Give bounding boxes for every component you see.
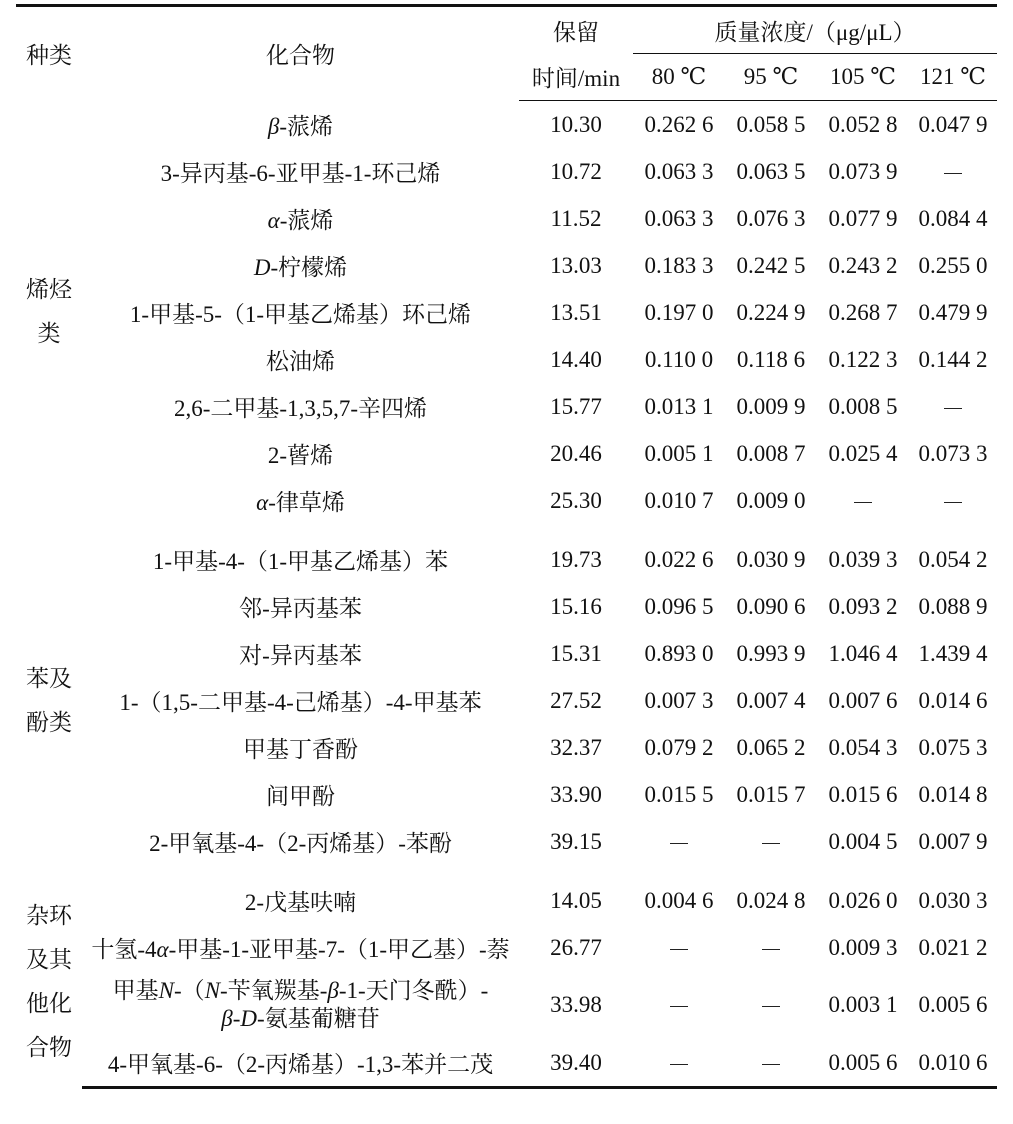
concentration-value: 0.079 2 — [644, 734, 714, 760]
concentration-value: 0.065 2 — [736, 734, 806, 760]
name-part: 甲基 — [112, 978, 159, 1003]
compound-name — [82, 536, 519, 583]
concentration-value: 0.024 8 — [736, 887, 806, 913]
concentration-value: 0.075 3 — [918, 734, 988, 760]
concentration-value: 0.010 7 — [644, 487, 714, 513]
concentration-value: 0.039 3 — [828, 546, 898, 572]
retention-time: 11.52 — [550, 205, 602, 231]
retention-time: 26.77 — [550, 934, 602, 960]
category-line: 类 — [37, 321, 61, 347]
concentration-value: 0.003 1 — [828, 992, 898, 1017]
table-row — [16, 583, 997, 630]
name-part: -甲基-1-亚甲基-7-（1-甲乙基）-萘 — [168, 937, 510, 962]
category-label — [26, 657, 72, 745]
concentration-value: 0.010 6 — [909, 1039, 997, 1088]
name-part: 2-戊基呋喃 — [244, 890, 357, 915]
retention-time: 33.90 — [550, 781, 602, 807]
name-part: 对-异丙基苯 — [239, 643, 362, 668]
concentration-value: 0.077 9 — [828, 205, 898, 231]
concentration-value: 0.084 4 — [918, 205, 988, 231]
name-part: -蒎烯 — [279, 208, 334, 233]
dash-mark — [854, 502, 872, 503]
concentration-value: 0.054 2 — [918, 546, 988, 572]
category-line: 苯及 — [26, 665, 72, 691]
compound-concentration-table — [16, 4, 997, 1089]
header-concentration: 质量浓度/（μg/μL） — [633, 6, 997, 54]
table-row — [16, 289, 997, 336]
concentration-value: 0.015 5 — [644, 781, 714, 807]
compound-name — [82, 430, 519, 477]
dash-mark — [762, 843, 780, 844]
header-compound: 化合物 — [82, 6, 519, 101]
concentration-value: 0.063 3 — [644, 205, 714, 231]
retention-time: 14.40 — [550, 346, 602, 372]
retention-time: 39.15 — [550, 828, 602, 854]
name-part: -苄氧羰基- — [220, 978, 328, 1003]
table-row — [16, 1039, 997, 1088]
concentration-value: 0.015 7 — [736, 781, 806, 807]
concentration-value: 0.022 6 — [644, 546, 714, 572]
retention-time: 10.72 — [550, 158, 602, 184]
compound-name — [82, 477, 519, 524]
name-part: 1-（1,5-二甲基-4-己烯基）-4-甲基苯 — [119, 690, 482, 715]
concentration-value: 0.054 3 — [828, 734, 898, 760]
name-part: -（ — [174, 978, 205, 1003]
table-row — [16, 677, 997, 724]
name-part-italic: β-D — [221, 1006, 258, 1031]
concentration-value — [725, 1039, 817, 1088]
concentration-value: 0.063 3 — [644, 158, 714, 184]
name-part-italic: N — [158, 978, 175, 1003]
concentration-value: 1.046 4 — [828, 640, 898, 666]
header-temp-80: 80 ℃ — [633, 54, 725, 101]
compound-name — [82, 242, 519, 289]
compound-name — [82, 289, 519, 336]
concentration-value: 0.893 0 — [644, 640, 714, 666]
concentration-value: 0.005 6 — [918, 992, 988, 1017]
group-gap — [16, 865, 997, 877]
category-cell — [16, 877, 82, 1088]
category-line: 杂环 — [26, 903, 72, 929]
concentration-value: 0.030 9 — [736, 546, 806, 572]
retention-time: 25.30 — [550, 487, 602, 513]
name-part: -蒎烯 — [279, 113, 334, 139]
concentration-value — [633, 924, 725, 971]
concentration-value — [817, 477, 909, 524]
concentration-value: 0.007 4 — [736, 687, 806, 713]
concentration-value: 0.993 9 — [736, 640, 806, 666]
concentration-value: 0.025 4 — [828, 440, 898, 466]
table-row — [16, 383, 997, 430]
concentration-value: 0.004 6 — [644, 887, 714, 913]
concentration-value: 0.052 8 — [828, 111, 898, 137]
concentration-value: 0.026 0 — [828, 887, 898, 913]
compound-name — [82, 195, 519, 242]
dash-mark — [670, 843, 688, 844]
concentration-value: 0.008 5 — [828, 393, 898, 419]
name-part: 1-甲基-5-（1-甲基乙烯基）环己烯 — [129, 302, 472, 327]
compound-name — [82, 383, 519, 430]
concentration-value — [725, 971, 817, 1039]
category-label — [26, 894, 72, 1070]
table-row — [16, 924, 997, 971]
header-temp-95: 95 ℃ — [725, 54, 817, 101]
compound-name — [82, 101, 519, 149]
table-row — [16, 336, 997, 383]
concentration-value — [909, 477, 997, 524]
compound-name — [82, 877, 519, 924]
retention-time: 13.03 — [550, 252, 602, 278]
category-cell — [16, 101, 82, 525]
concentration-value: 0.014 8 — [918, 781, 988, 807]
name-part: -律草烯 — [268, 490, 345, 515]
retention-time: 33.98 — [550, 992, 602, 1017]
table-row — [16, 971, 997, 1039]
concentration-value: 0.093 2 — [828, 593, 898, 619]
name-part-italic: α — [156, 937, 169, 962]
dash-mark — [670, 1064, 688, 1065]
group-gap — [16, 524, 997, 536]
compound-name — [82, 677, 519, 724]
compound-name — [82, 924, 519, 971]
concentration-value: 0.073 9 — [828, 158, 898, 184]
concentration-value: 0.014 6 — [918, 687, 988, 713]
concentration-value: 0.015 6 — [828, 781, 898, 807]
name-part: 2,6-二甲基-1,3,5,7-辛四烯 — [174, 396, 427, 421]
name-part: 2-甲氧基-4-（2-丙烯基）-苯酚 — [149, 831, 452, 856]
dash-mark — [670, 949, 688, 950]
concentration-value: 0.030 3 — [918, 887, 988, 913]
dash-mark — [762, 1006, 780, 1007]
header-temp-105: 105 ℃ — [817, 54, 909, 101]
concentration-value: 0.073 3 — [918, 440, 988, 466]
concentration-value: 0.008 7 — [736, 440, 806, 466]
concentration-value — [633, 971, 725, 1039]
dash-mark — [670, 1006, 688, 1007]
retention-time: 15.16 — [550, 593, 602, 619]
concentration-value: 0.007 3 — [644, 687, 714, 713]
table-row — [16, 724, 997, 771]
concentration-value: 0.242 5 — [736, 252, 806, 278]
name-part: -柠檬烯 — [270, 255, 348, 280]
concentration-value: 0.144 2 — [918, 346, 988, 372]
table-row — [16, 630, 997, 677]
header-retention-line1: 保留 — [519, 6, 633, 54]
name-part: -1-天门冬酰）- — [338, 978, 489, 1003]
dash-mark — [762, 949, 780, 950]
name-part: 2-蒈烯 — [267, 443, 334, 468]
concentration-value: 0.262 6 — [644, 111, 714, 137]
name-part-italic: N — [204, 978, 221, 1003]
compound-name — [82, 148, 519, 195]
table-row — [16, 195, 997, 242]
concentration-value: 0.224 9 — [736, 299, 806, 325]
name-part: 3-异丙基-6-亚甲基-1-环己烯 — [160, 161, 441, 186]
compound-name — [82, 583, 519, 630]
header-retention-line2: 时间/min — [519, 54, 633, 101]
name-part: 邻-异丙基苯 — [239, 596, 362, 621]
name-part-italic: β — [327, 978, 339, 1003]
retention-time: 32.37 — [550, 734, 602, 760]
header-temp-121: 121 ℃ — [909, 54, 997, 101]
name-part: 松油烯 — [266, 349, 335, 374]
concentration-value: 0.118 6 — [736, 346, 806, 372]
table-row — [16, 818, 997, 865]
retention-time: 20.46 — [550, 440, 602, 466]
concentration-value: 0.197 0 — [644, 299, 714, 325]
retention-time: 15.31 — [550, 640, 602, 666]
category-line: 酚类 — [26, 709, 72, 735]
concentration-value: 0.088 9 — [918, 593, 988, 619]
compound-name — [82, 818, 519, 865]
concentration-value: 0.021 2 — [918, 934, 988, 960]
table-row — [16, 877, 997, 924]
table-row — [16, 148, 997, 195]
name-part: -氨基葡糖苷 — [257, 1006, 380, 1031]
concentration-value — [909, 148, 997, 195]
concentration-value: 0.479 9 — [918, 299, 988, 325]
category-line: 合物 — [26, 1035, 72, 1061]
concentration-value: 0.268 7 — [828, 299, 898, 325]
name-part-italic: D — [253, 255, 271, 280]
compound-name — [82, 724, 519, 771]
concentration-value: 0.063 5 — [736, 158, 806, 184]
concentration-value — [725, 924, 817, 971]
name-part: 十氢-4 — [91, 937, 157, 962]
concentration-value: 0.007 9 — [918, 828, 988, 854]
concentration-value: 0.047 9 — [918, 111, 988, 137]
concentration-value: 0.243 2 — [828, 252, 898, 278]
concentration-value: 0.058 5 — [736, 111, 806, 137]
retention-time: 39.40 — [519, 1039, 633, 1088]
concentration-value — [633, 818, 725, 865]
category-line: 他化 — [26, 991, 72, 1017]
concentration-value: 0.096 5 — [644, 593, 714, 619]
retention-time: 15.77 — [550, 393, 602, 419]
table-row — [16, 771, 997, 818]
concentration-value: 0.009 0 — [736, 487, 806, 513]
name-part: 甲基丁香酚 — [243, 737, 358, 762]
concentration-value: 0.255 0 — [918, 252, 988, 278]
concentration-value: 0.122 3 — [828, 346, 898, 372]
category-cell — [16, 536, 82, 865]
concentration-value — [909, 383, 997, 430]
concentration-value: 0.005 6 — [817, 1039, 909, 1088]
compound-name — [82, 336, 519, 383]
category-line: 及其 — [26, 947, 72, 973]
table-row — [16, 536, 997, 583]
retention-time: 10.30 — [550, 111, 602, 137]
name-part: 4-甲氧基-6-（2-丙烯基）-1,3-苯并二茂 — [107, 1052, 494, 1077]
category-line: 烯烃 — [26, 277, 72, 303]
dash-mark — [944, 173, 962, 174]
concentration-value: 1.439 4 — [918, 640, 988, 666]
retention-time: 27.52 — [550, 687, 602, 713]
table-row — [16, 101, 997, 149]
name-part-italic: α — [267, 208, 280, 233]
concentration-value: 0.183 3 — [644, 252, 714, 278]
compound-name — [82, 1039, 519, 1088]
concentration-value: 0.007 6 — [828, 687, 898, 713]
compound-name — [82, 971, 519, 1039]
retention-time: 19.73 — [550, 546, 602, 572]
concentration-value: 0.009 9 — [736, 393, 806, 419]
concentration-value: 0.076 3 — [736, 205, 806, 231]
table-row — [16, 430, 997, 477]
category-label — [26, 268, 72, 356]
concentration-value: 0.090 6 — [736, 593, 806, 619]
retention-time: 14.05 — [550, 887, 602, 913]
dash-mark — [762, 1064, 780, 1065]
table-row — [16, 242, 997, 289]
concentration-value — [633, 1039, 725, 1088]
name-part-italic: α — [256, 490, 269, 515]
table-row — [16, 477, 997, 524]
name-part: 间甲酚 — [266, 784, 335, 809]
name-part-italic: β — [267, 113, 280, 139]
concentration-value — [725, 818, 817, 865]
compound-name — [82, 771, 519, 818]
concentration-value: 0.110 0 — [644, 346, 714, 372]
concentration-value: 0.004 5 — [828, 828, 898, 854]
concentration-value: 0.009 3 — [828, 934, 898, 960]
compound-name — [82, 630, 519, 677]
header-category: 种类 — [16, 6, 82, 101]
name-part: 1-甲基-4-（1-甲基乙烯基）苯 — [152, 549, 449, 574]
concentration-value: 0.005 1 — [644, 440, 714, 466]
dash-mark — [944, 502, 962, 503]
retention-time: 13.51 — [550, 299, 602, 325]
dash-mark — [944, 408, 962, 409]
concentration-value: 0.013 1 — [644, 393, 714, 419]
